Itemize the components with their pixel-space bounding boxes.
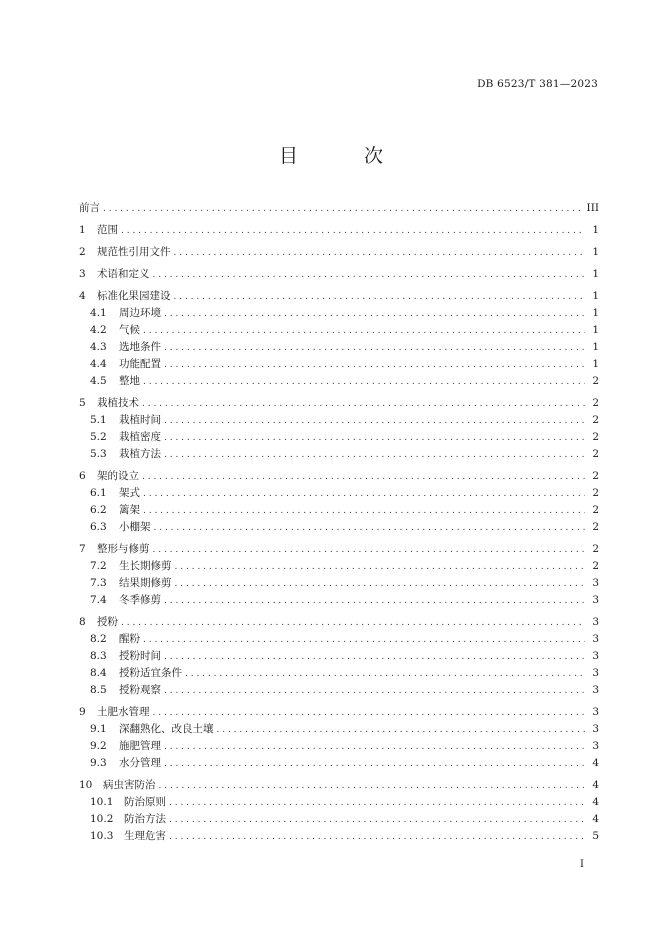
toc-chapter-entry[interactable]: [79, 200, 599, 217]
toc-entry-page: 4: [592, 757, 599, 769]
toc-entry-page: 2: [592, 414, 599, 426]
toc-entry-page: 3: [592, 684, 599, 696]
toc-entry-title: 篱架: [119, 504, 140, 516]
toc-entry-title: 栽植方法: [119, 448, 161, 460]
toc-entry-number: 2: [79, 246, 86, 258]
toc-entry-page: 1: [592, 290, 599, 302]
toc-entry-page: 3: [592, 667, 599, 679]
toc-section-entry[interactable]: [79, 339, 599, 356]
toc-entry-number: 9: [79, 706, 86, 718]
toc-section-entry[interactable]: [79, 682, 599, 699]
toc-dot-leader: [175, 576, 586, 592]
toc-section-entry[interactable]: [79, 502, 599, 519]
toc-dot-leader: [164, 593, 585, 609]
toc-entry-page: 2: [592, 397, 599, 409]
toc-entry-title: 气候: [119, 324, 140, 336]
toc-entry-page: 2: [592, 521, 599, 533]
table-of-contents: [79, 200, 599, 845]
toc-section-entry[interactable]: [79, 519, 599, 536]
toc-entry-title: 范围: [97, 224, 118, 236]
toc-entry-page: 3: [592, 723, 599, 735]
toc-dot-leader: [169, 795, 585, 811]
toc-entry-page: 1: [592, 268, 599, 280]
toc-entry-number: 9.3: [90, 757, 107, 769]
toc-entry-title: 小棚架: [119, 521, 151, 533]
toc-section-entry[interactable]: [79, 721, 599, 738]
toc-dot-leader: [164, 357, 585, 373]
toc-dot-leader: [154, 520, 586, 536]
toc-entry-number: 8.5: [90, 684, 107, 696]
toc-chapter-entry[interactable]: [79, 395, 599, 412]
toc-entry-number: 6.3: [90, 521, 107, 533]
toc-entry-number: 9.2: [90, 740, 107, 752]
toc-entry-title: 标准化果园建设: [97, 290, 171, 302]
toc-dot-leader: [143, 486, 585, 502]
toc-entry-title: 周边环境: [119, 307, 161, 319]
toc-entry-page: 5: [592, 830, 599, 842]
toc-entry-title: 醒粉: [119, 633, 140, 645]
toc-dot-leader: [164, 413, 585, 429]
toc-entry-number: 6: [79, 470, 86, 482]
toc-dot-leader: [143, 374, 585, 390]
toc-dot-leader: [142, 396, 585, 412]
toc-dot-leader: [153, 542, 586, 558]
toc-entry-page: 3: [592, 616, 599, 628]
toc-entry-number: 10.1: [90, 796, 114, 808]
toc-entry-number: 7.3: [90, 577, 107, 589]
toc-entry-number: 8.4: [90, 667, 107, 679]
toc-entry-title: 授粉观察: [119, 684, 161, 696]
toc-entry-page: 3: [592, 740, 599, 752]
toc-chapter-entry[interactable]: [79, 777, 599, 794]
toc-entry-page: 3: [592, 633, 599, 645]
toc-entry-page: 2: [592, 448, 599, 460]
toc-entry-title: 授粉: [97, 616, 118, 628]
page-number: I: [580, 859, 584, 870]
toc-entry-title: 水分管理: [119, 757, 161, 769]
toc-entry-page: 2: [592, 487, 599, 499]
toc-entry-page: 3: [592, 706, 599, 718]
toc-section-entry[interactable]: [79, 558, 599, 575]
toc-dot-leader: [174, 289, 586, 305]
toc-dot-leader: [143, 632, 585, 648]
toc-entry-page: 2: [592, 431, 599, 443]
toc-entry-title: 术语和定义: [97, 268, 150, 280]
toc-dot-leader: [143, 503, 585, 519]
toc-chapter-entry[interactable]: [79, 266, 599, 283]
toc-entry-number: 7.2: [90, 560, 107, 572]
toc-entry-page: 1: [592, 224, 599, 236]
toc-dot-leader: [169, 812, 585, 828]
toc-entry-title: 整形与修剪: [97, 543, 150, 555]
toc-entry-page: 1: [592, 307, 599, 319]
toc-dot-leader: [174, 245, 586, 261]
toc-entry-page: 2: [592, 543, 599, 555]
toc-entry-number: 4: [79, 290, 86, 302]
toc-entry-number: 5.1: [90, 414, 107, 426]
toc-entry-number: 3: [79, 268, 86, 280]
toc-dot-leader: [164, 340, 585, 356]
toc-entry-page: 4: [592, 813, 599, 825]
toc-dot-leader: [103, 201, 583, 217]
toc-entry-title: 前言: [79, 202, 100, 214]
toc-entry-number: 5: [79, 397, 86, 409]
toc-section-entry[interactable]: [79, 412, 599, 429]
toc-dot-leader: [153, 267, 586, 283]
toc-chapter-entry[interactable]: [79, 288, 599, 305]
toc-entry-page: 2: [592, 375, 599, 387]
toc-dot-leader: [164, 683, 585, 699]
toc-dot-leader: [164, 306, 585, 322]
toc-section-entry[interactable]: [79, 373, 599, 390]
toc-entry-number: 7.4: [90, 594, 107, 606]
toc-entry-title: 选地条件: [119, 341, 161, 353]
toc-entry-number: 10.3: [90, 830, 114, 842]
toc-entry-page: 2: [592, 504, 599, 516]
toc-entry-title: 结果期修剪: [119, 577, 172, 589]
toc-section-entry[interactable]: [79, 738, 599, 755]
toc-entry-title: 规范性引用文件: [97, 246, 171, 258]
toc-entry-page: 1: [592, 341, 599, 353]
toc-entry-number: 8.2: [90, 633, 107, 645]
toc-section-entry[interactable]: [79, 631, 599, 648]
toc-chapter-entry[interactable]: [79, 614, 599, 631]
toc-entry-title: 防治原则: [124, 796, 166, 808]
toc-dot-leader: [121, 615, 585, 631]
toc-entry-number: 4.4: [90, 358, 107, 370]
toc-dot-leader: [143, 323, 585, 339]
toc-entry-page: 3: [592, 577, 599, 589]
page-title: 目 次: [278, 145, 414, 167]
toc-entry-page: 2: [592, 560, 599, 572]
toc-entry-title: 施肥管理: [119, 740, 161, 752]
toc-entry-title: 深翻熟化、改良土壤: [119, 723, 214, 735]
toc-dot-leader: [164, 739, 585, 755]
toc-section-entry[interactable]: [79, 811, 599, 828]
toc-entry-number: 6.2: [90, 504, 107, 516]
toc-section-entry[interactable]: [79, 755, 599, 772]
toc-entry-title: 授粉时间: [119, 650, 161, 662]
toc-entry-number: 8: [79, 616, 86, 628]
toc-entry-number: 1: [79, 224, 86, 236]
toc-entry-number: 8.3: [90, 650, 107, 662]
toc-chapter-entry[interactable]: [79, 468, 599, 485]
toc-entry-number: 10: [79, 779, 93, 791]
toc-entry-title: 防治方法: [124, 813, 166, 825]
toc-entry-title: 栽植技术: [97, 397, 139, 409]
toc-dot-leader: [217, 722, 586, 738]
toc-entry-title: 冬季修剪: [119, 594, 161, 606]
toc-dot-leader: [121, 223, 585, 239]
toc-section-entry[interactable]: [79, 592, 599, 609]
toc-entry-title: 生理危害: [124, 830, 166, 842]
toc-entry-number: 4.5: [90, 375, 107, 387]
toc-entry-title: 栽植时间: [119, 414, 161, 426]
toc-entry-title: 架式: [119, 487, 140, 499]
toc-chapter-entry[interactable]: [79, 541, 599, 558]
toc-chapter-entry[interactable]: [79, 704, 599, 721]
toc-dot-leader: [153, 705, 586, 721]
toc-entry-title: 栽植密度: [119, 431, 161, 443]
toc-entry-page: 1: [592, 246, 599, 258]
toc-dot-leader: [169, 829, 585, 845]
toc-entry-title: 架的设立: [97, 470, 139, 482]
toc-dot-leader: [142, 469, 585, 485]
toc-entry-number: 4.1: [90, 307, 107, 319]
toc-section-entry[interactable]: [79, 356, 599, 373]
toc-entry-title: 生长期修剪: [119, 560, 172, 572]
toc-entry-page: III: [586, 202, 599, 214]
toc-entry-number: 4.3: [90, 341, 107, 353]
toc-dot-leader: [175, 559, 586, 575]
toc-entry-title: 病虫害防治: [103, 779, 156, 791]
toc-section-entry[interactable]: [79, 305, 599, 322]
toc-section-entry[interactable]: [79, 828, 599, 845]
toc-section-entry[interactable]: [79, 429, 599, 446]
toc-entry-number: 5.3: [90, 448, 107, 460]
toc-entry-page: 3: [592, 650, 599, 662]
toc-entry-title: 土肥水管理: [97, 706, 150, 718]
toc-entry-number: 9.1: [90, 723, 107, 735]
toc-chapter-entry[interactable]: [79, 222, 599, 239]
document-code: DB 6523/T 381—2023: [477, 78, 598, 90]
toc-entry-number: 5.2: [90, 431, 107, 443]
toc-chapter-entry[interactable]: [79, 244, 599, 261]
toc-entry-page: 3: [592, 594, 599, 606]
toc-entry-number: 7: [79, 543, 86, 555]
toc-entry-page: 1: [592, 324, 599, 336]
toc-dot-leader: [159, 778, 586, 794]
toc-entry-page: 4: [592, 796, 599, 808]
toc-entry-number: 4.2: [90, 324, 107, 336]
toc-entry-page: 4: [592, 779, 599, 791]
toc-entry-title: 授粉适宜条件: [119, 667, 182, 679]
toc-entry-title: 整地: [119, 375, 140, 387]
toc-section-entry[interactable]: [79, 794, 599, 811]
toc-dot-leader: [164, 756, 585, 772]
toc-dot-leader: [185, 666, 585, 682]
toc-dot-leader: [164, 649, 585, 665]
toc-dot-leader: [164, 447, 585, 463]
toc-dot-leader: [164, 430, 585, 446]
toc-section-entry[interactable]: [79, 322, 599, 339]
toc-entry-page: 1: [592, 358, 599, 370]
toc-section-entry[interactable]: [79, 575, 599, 592]
toc-entry-title: 功能配置: [119, 358, 161, 370]
toc-entry-number: 6.1: [90, 487, 107, 499]
toc-section-entry[interactable]: [79, 446, 599, 463]
toc-entry-page: 2: [592, 470, 599, 482]
toc-section-entry[interactable]: [79, 665, 599, 682]
toc-entry-number: 10.2: [90, 813, 114, 825]
toc-section-entry[interactable]: [79, 485, 599, 502]
toc-section-entry[interactable]: [79, 648, 599, 665]
